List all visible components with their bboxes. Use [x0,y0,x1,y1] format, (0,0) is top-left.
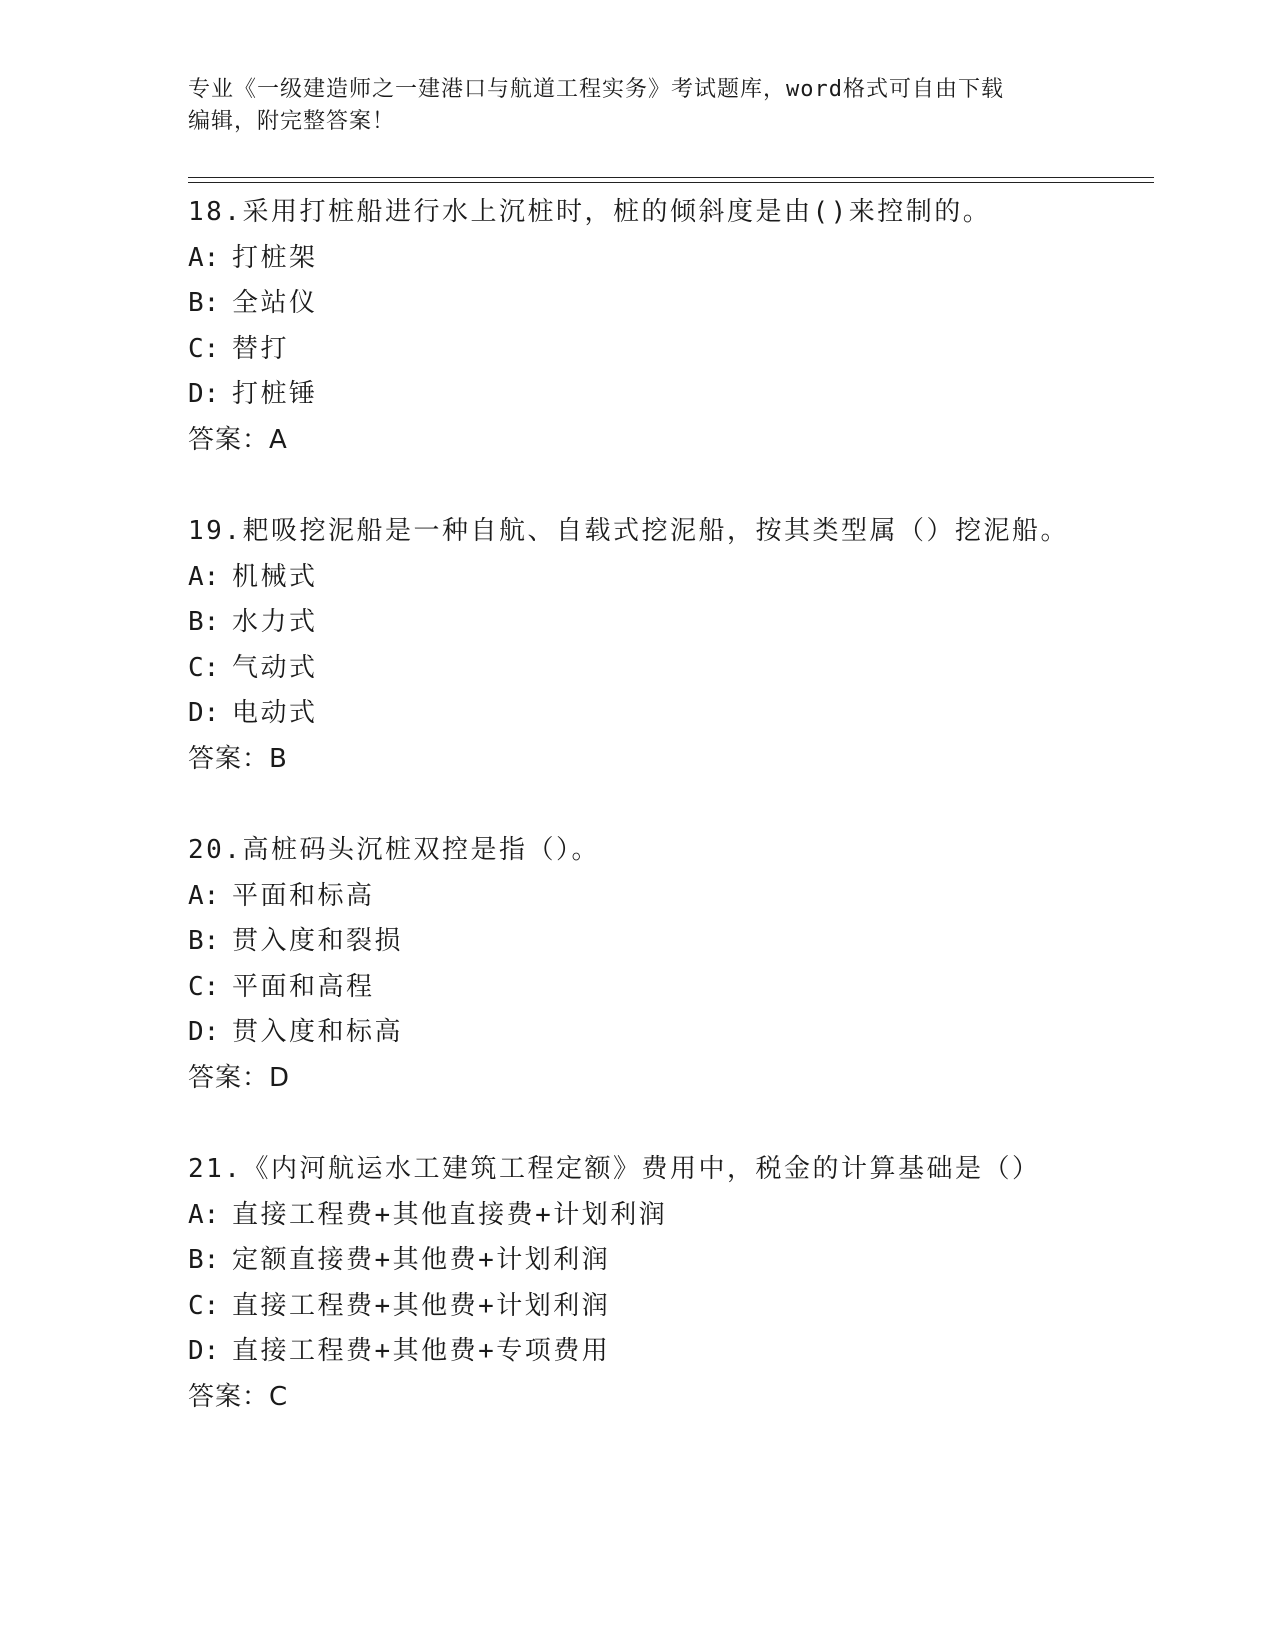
answer-line: 答案：B [188,743,288,774]
option-key: C: [188,1290,220,1321]
option-text: 打桩锤 [232,379,318,409]
question-stem: 21.《内河航运水工建筑工程定额》费用中，税金的计算基础是（） [188,1154,1041,1184]
option-key: B: [188,926,220,956]
option-key: B: [188,1245,220,1275]
option-text: 全站仪 [232,288,318,318]
header-line-2: 编辑，附完整答案！ [188,109,396,134]
question-stem: 19.耙吸挖泥船是一种自航、自载式挖泥船，按其类型属（）挖泥船。 [188,516,1069,546]
option-key: C: [188,333,220,364]
option-a [188,1193,1148,1239]
option-c [188,646,1148,692]
option-text: 贯入度和裂损 [232,926,404,956]
option-b [188,1238,1148,1284]
option-text: 气动式 [232,652,318,683]
answer-line: 答案：D [188,1062,291,1093]
option-key: D: [188,698,220,728]
option-text: 打桩架 [232,242,318,273]
question-block-20 [188,828,1148,1101]
option-key: D: [188,379,220,409]
option-key: A: [188,1199,220,1230]
option-b [188,600,1148,646]
option-a [188,874,1148,920]
question-block-21 [188,1147,1148,1420]
question-stem: 20.高桩码头沉桩双控是指（）。 [188,835,600,865]
option-key: D: [188,1017,220,1047]
answer-line: 答案：A [188,424,288,455]
option-text: 平面和标高 [232,880,375,911]
option-key: B: [188,607,220,637]
option-key: A: [188,242,220,273]
header-line-1: 专业《一级建造师之一建港口与航道工程实务》考试题库，word格式可自由下载 [188,77,1004,102]
header-divider-top [188,177,1154,178]
option-text: 替打 [232,333,290,364]
option-key: B: [188,288,220,318]
question-stem: 18.采用打桩船进行水上沉桩时，桩的倾斜度是由()来控制的。 [188,197,992,227]
option-key: C: [188,971,220,1002]
option-key: A: [188,880,220,911]
question-block-18 [188,190,1148,463]
option-text: 水力式 [232,607,318,637]
option-text: 直接工程费+其他直接费+计划利润 [232,1199,668,1230]
option-text: 平面和高程 [232,971,375,1002]
option-key: A: [188,561,220,592]
document-header [188,74,1088,138]
option-text: 贯入度和标高 [232,1017,404,1047]
option-b [188,281,1148,327]
option-d [188,1329,1148,1375]
option-text: 电动式 [232,698,318,728]
question-block-19 [188,509,1148,782]
option-c [188,1284,1148,1330]
option-d [188,1010,1148,1056]
option-c [188,965,1148,1011]
option-text: 机械式 [232,561,318,592]
option-a [188,555,1148,601]
option-d [188,691,1148,737]
option-key: C: [188,652,220,683]
option-text: 定额直接费+其他费+计划利润 [232,1245,611,1275]
option-c [188,327,1148,373]
option-text: 直接工程费+其他费+计划利润 [232,1290,611,1321]
option-key: D: [188,1336,220,1366]
option-a [188,236,1148,282]
answer-line: 答案：C [188,1381,289,1412]
option-b [188,919,1148,965]
header-divider-bottom [188,182,1154,183]
option-text: 直接工程费+其他费+专项费用 [232,1336,611,1366]
option-d [188,372,1148,418]
